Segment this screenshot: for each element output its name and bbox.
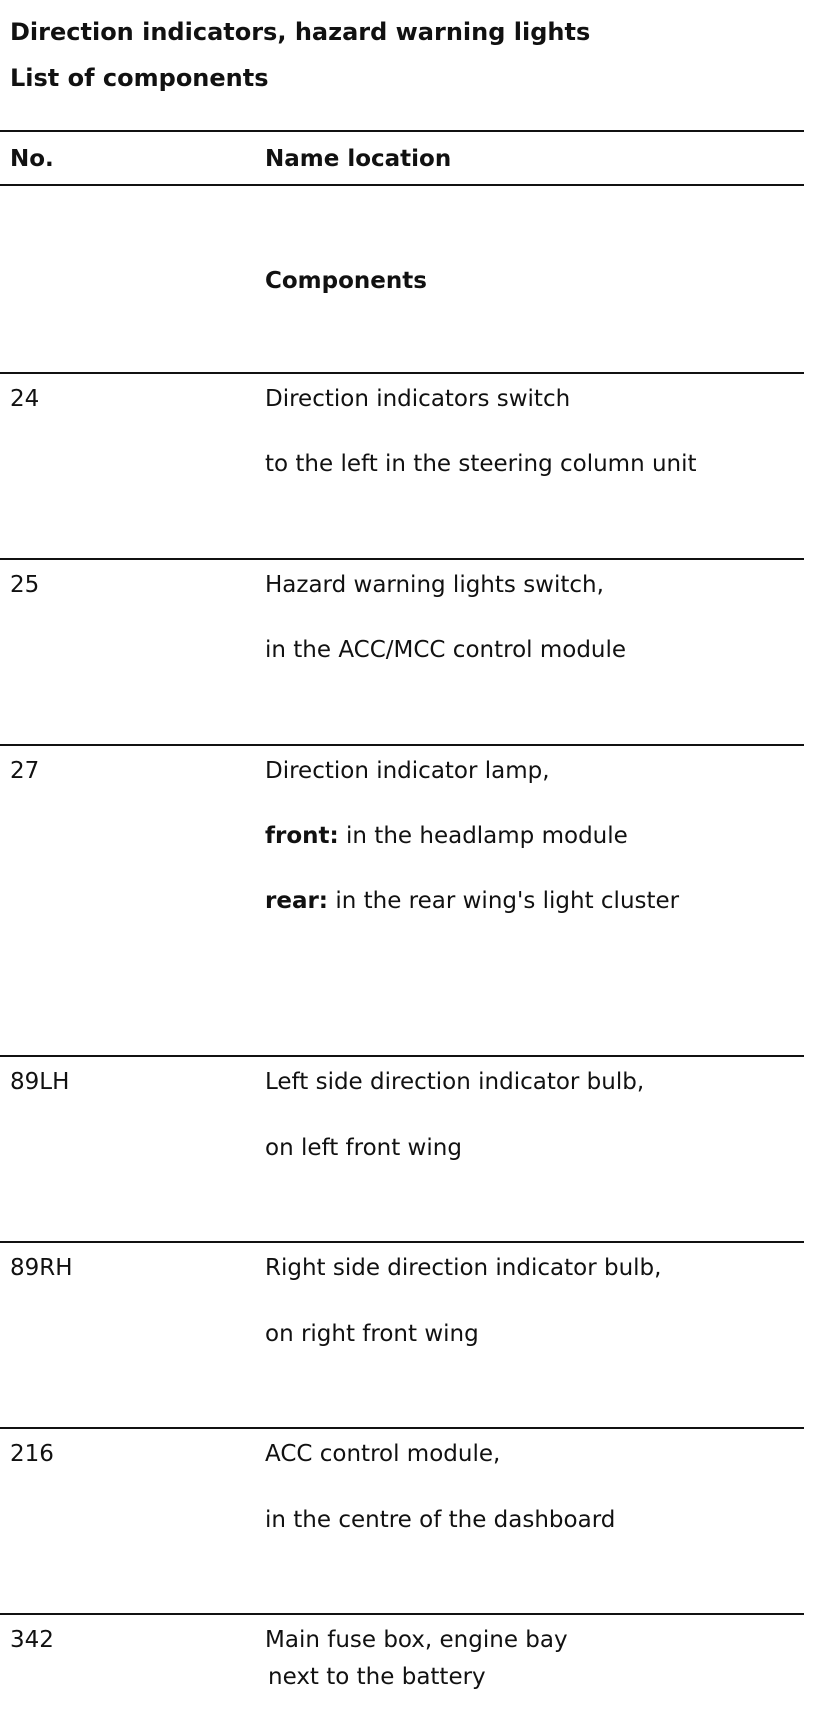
row-89rh-name: Right side direction indicator bulb, xyxy=(265,1255,662,1281)
row-27-front-location: in the headlamp module xyxy=(346,823,628,849)
row-divider xyxy=(0,558,804,560)
row-24-name: Direction indicators switch xyxy=(265,386,571,412)
row-divider xyxy=(0,1613,804,1615)
row-divider xyxy=(0,1427,804,1429)
row-216-location: in the centre of the dashboard xyxy=(265,1507,616,1533)
row-89lh-location: on left front wing xyxy=(265,1135,462,1161)
row-27-front-label: front: xyxy=(265,823,339,849)
row-divider xyxy=(0,744,804,746)
row-24-location: to the left in the steering column unit xyxy=(265,451,697,477)
row-342-no: 342 xyxy=(10,1627,54,1653)
row-25-location: in the ACC/MCC control module xyxy=(265,637,627,663)
row-27-rear-location: in the rear wing's light cluster xyxy=(335,888,680,914)
row-27-no: 27 xyxy=(10,758,40,784)
row-89rh-location: on right front wing xyxy=(265,1321,479,1347)
row-divider xyxy=(0,1055,804,1057)
row-27-name: Direction indicator lamp, xyxy=(265,758,550,784)
row-89lh-no: 89LH xyxy=(10,1069,70,1095)
row-342-location: next to the battery xyxy=(268,1664,486,1690)
row-89lh-name: Left side direction indicator bulb, xyxy=(265,1069,645,1095)
row-216-name: ACC control module, xyxy=(265,1441,501,1467)
row-342-name: Main fuse box, engine bay xyxy=(265,1627,568,1653)
column-header-no: No. xyxy=(10,146,54,172)
row-27-rear-label: rear: xyxy=(265,888,329,914)
row-216-no: 216 xyxy=(10,1441,54,1467)
row-27-rear-line xyxy=(265,888,679,914)
row-24-no: 24 xyxy=(10,386,40,412)
row-divider xyxy=(0,372,804,374)
header-bottom-rule xyxy=(0,184,804,186)
row-27-front-line xyxy=(265,823,628,849)
row-divider xyxy=(0,1241,804,1243)
row-25-name: Hazard warning lights switch, xyxy=(265,572,604,598)
document-subtitle: List of components xyxy=(10,64,269,92)
column-header-name-location: Name location xyxy=(265,146,452,172)
document-title: Direction indicators, hazard warning lights xyxy=(10,18,591,46)
row-89rh-no: 89RH xyxy=(10,1255,73,1281)
header-top-rule xyxy=(0,130,804,132)
row-25-no: 25 xyxy=(10,572,40,598)
section-heading-components: Components xyxy=(265,268,427,294)
